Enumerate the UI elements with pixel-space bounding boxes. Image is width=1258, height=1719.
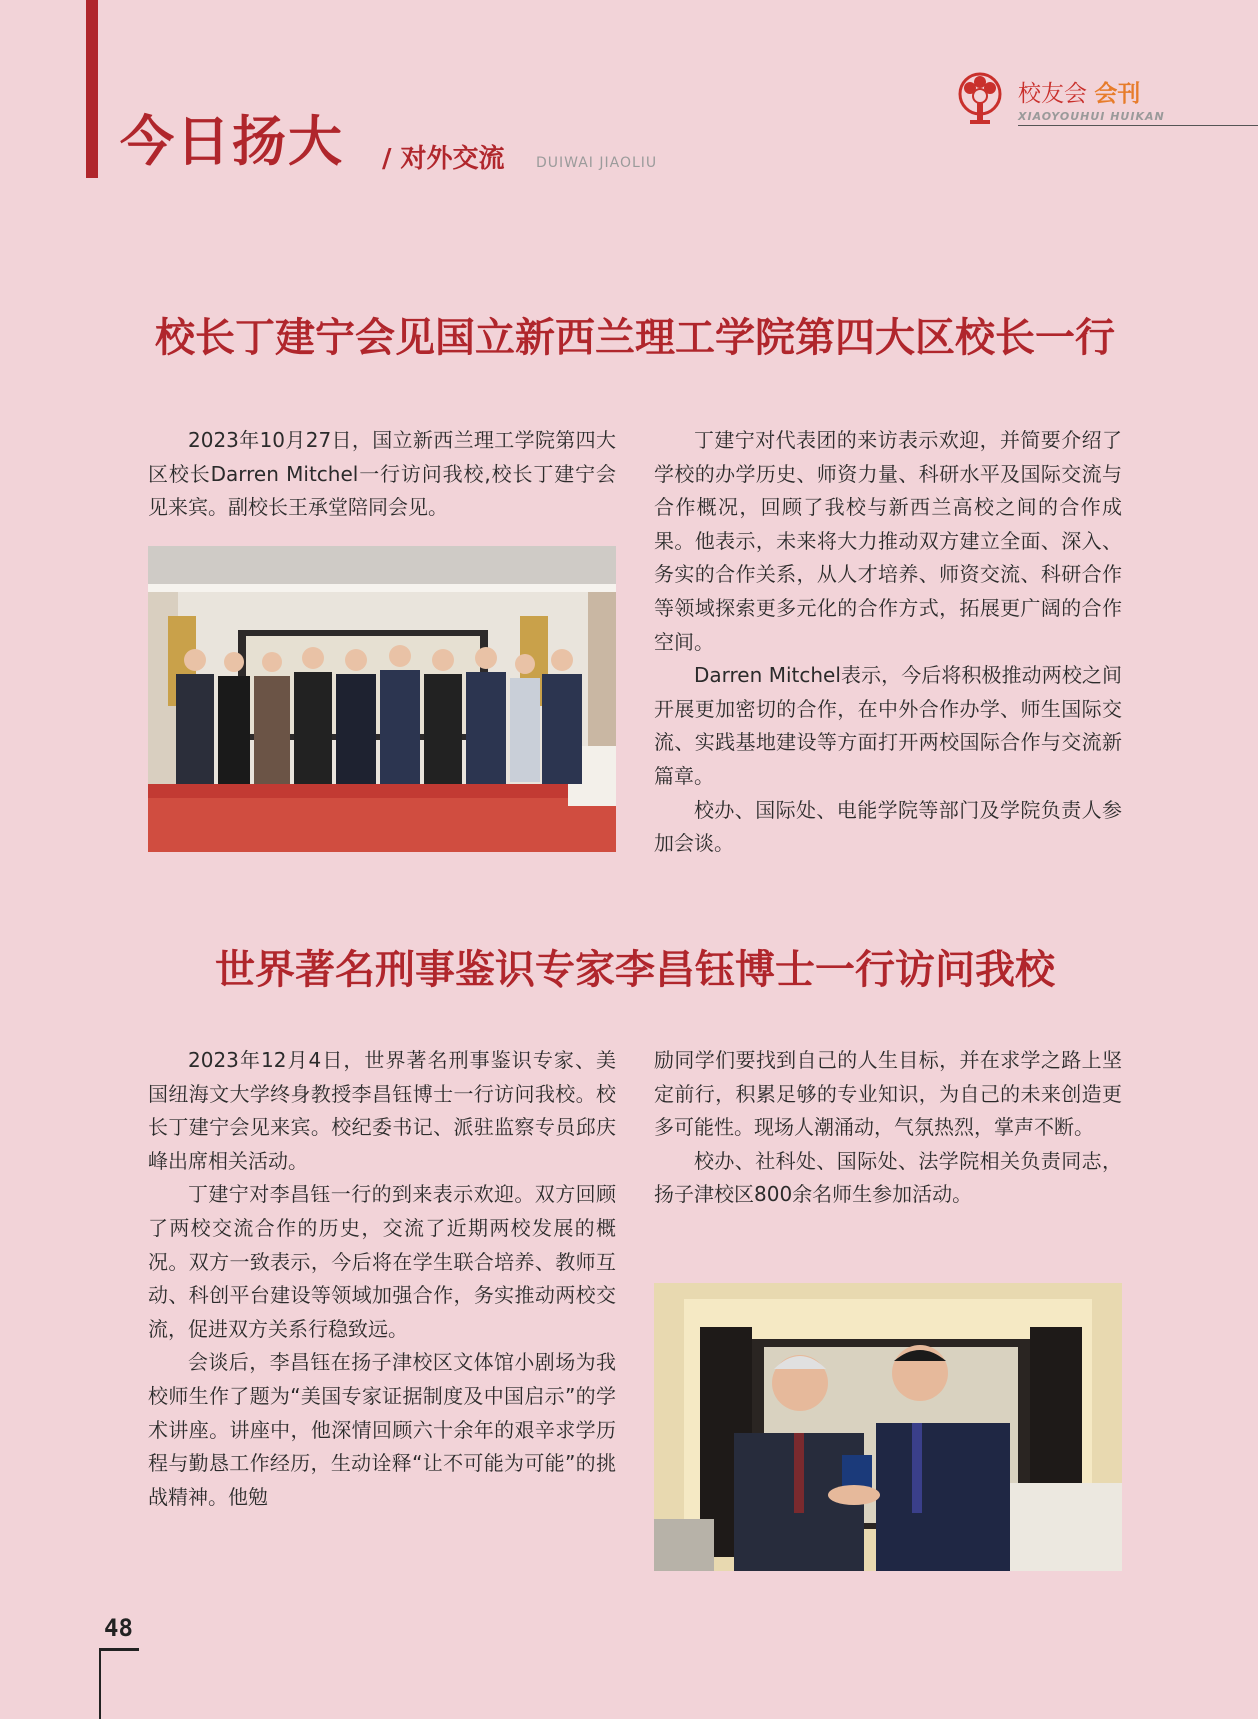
page-number-rule: [99, 1648, 139, 1651]
article2-paragraph: 丁建宁对李昌钰一行的到来表示欢迎。双方回顾了两校交流合作的历史，交流了近期两校发展的概况。双方一致表示，今后将在学生联合培养、教师互动、科创平台建设等领域加强合作，务实推动两校交流，促进双方关系行稳致远。: [148, 1182, 616, 1341]
article2-paragraph: 校办、社科处、国际处、法学院相关负责同志，扬子津校区800余名师生参加活动。: [654, 1148, 1122, 1207]
section-pinyin: DUIWAI JIAOLIU: [536, 155, 658, 171]
header-accent-bar: [86, 0, 98, 178]
article2-right-column: [654, 1044, 1122, 1212]
page-edge-rule: [99, 1648, 101, 1719]
article2-title: 世界著名刑事鉴识专家李昌钰博士一行访问我校: [215, 946, 1055, 993]
article2-paragraph-continued: 励同学们要找到自己的人生目标，并在求学之路上坚定前行，积累足够的专业知识，为自己的未来创造更多可能性。现场人潮涌动，气氛热烈，掌声不断。: [654, 1048, 1122, 1140]
section-title: 今日扬大: [120, 110, 344, 173]
article1-paragraph: 丁建宁对代表团的来访表示欢迎，并简要介绍了学校的办学历史、师资力量、科研水平及国际交流与合作概况，回顾了我校与新西兰高校之间的合作成果。他表示，未来将大力推动双方建立全面、深入、务实的合作关系，从人才培养、师资交流、科研合作等领域探索更多元化的合作方式，拓展更广阔的合作空间。: [654, 428, 1122, 654]
article2-paragraph: 2023年12月4日，世界著名刑事鉴识专家、美国纽海文大学终身教授李昌钰博士一行访问我校。校长丁建宁会见来宾。校纪委书记、派驻监察专员邱庆峰出席相关活动。: [148, 1048, 616, 1173]
page-number: 48: [104, 1614, 133, 1642]
brand-divider: [1018, 125, 1258, 126]
brand-name: 校友会 会刊: [1018, 81, 1141, 107]
section-subtitle: / 对外交流: [382, 144, 505, 174]
brand-pinyin: XIAOYOUHUI HUIKAN: [1018, 110, 1165, 123]
article1-paragraph: Darren Mitchel表示，今后将积极推动两校之间开展更加密切的合作，在中外合作办学、师生国际交流、实践基地建设等方面打开两校国际合作与交流新篇章。: [654, 663, 1122, 788]
article1-paragraph: 2023年10月27日，国立新西兰理工学院第四大区校长Darren Mitchel一行访问我校,校长丁建宁会见来宾。副校长王承堂陪同会见。: [148, 428, 616, 520]
article1-group-photo: [148, 546, 616, 852]
article1-left-column: [148, 424, 616, 525]
article1-title: 校长丁建宁会见国立新西兰理工学院第四大区校长一行: [155, 314, 1115, 361]
article1-right-column: [654, 424, 1122, 861]
article1-paragraph: 校办、国际处、电能学院等部门及学院负责人参加会谈。: [654, 797, 1122, 856]
article2-left-column: [148, 1044, 616, 1514]
article2-handshake-photo: [654, 1283, 1122, 1571]
article2-paragraph: 会谈后，李昌钰在扬子津校区文体馆小剧场为我校师生作了题为“美国专家证据制度及中国启示”的学术讲座。讲座中，他深情回顾六十余年的艰辛求学历程与勤恳工作经历，生动诠释“让不可能为可能”的挑战精神。他勉: [148, 1350, 616, 1509]
tree-seal-icon: [956, 72, 1004, 126]
